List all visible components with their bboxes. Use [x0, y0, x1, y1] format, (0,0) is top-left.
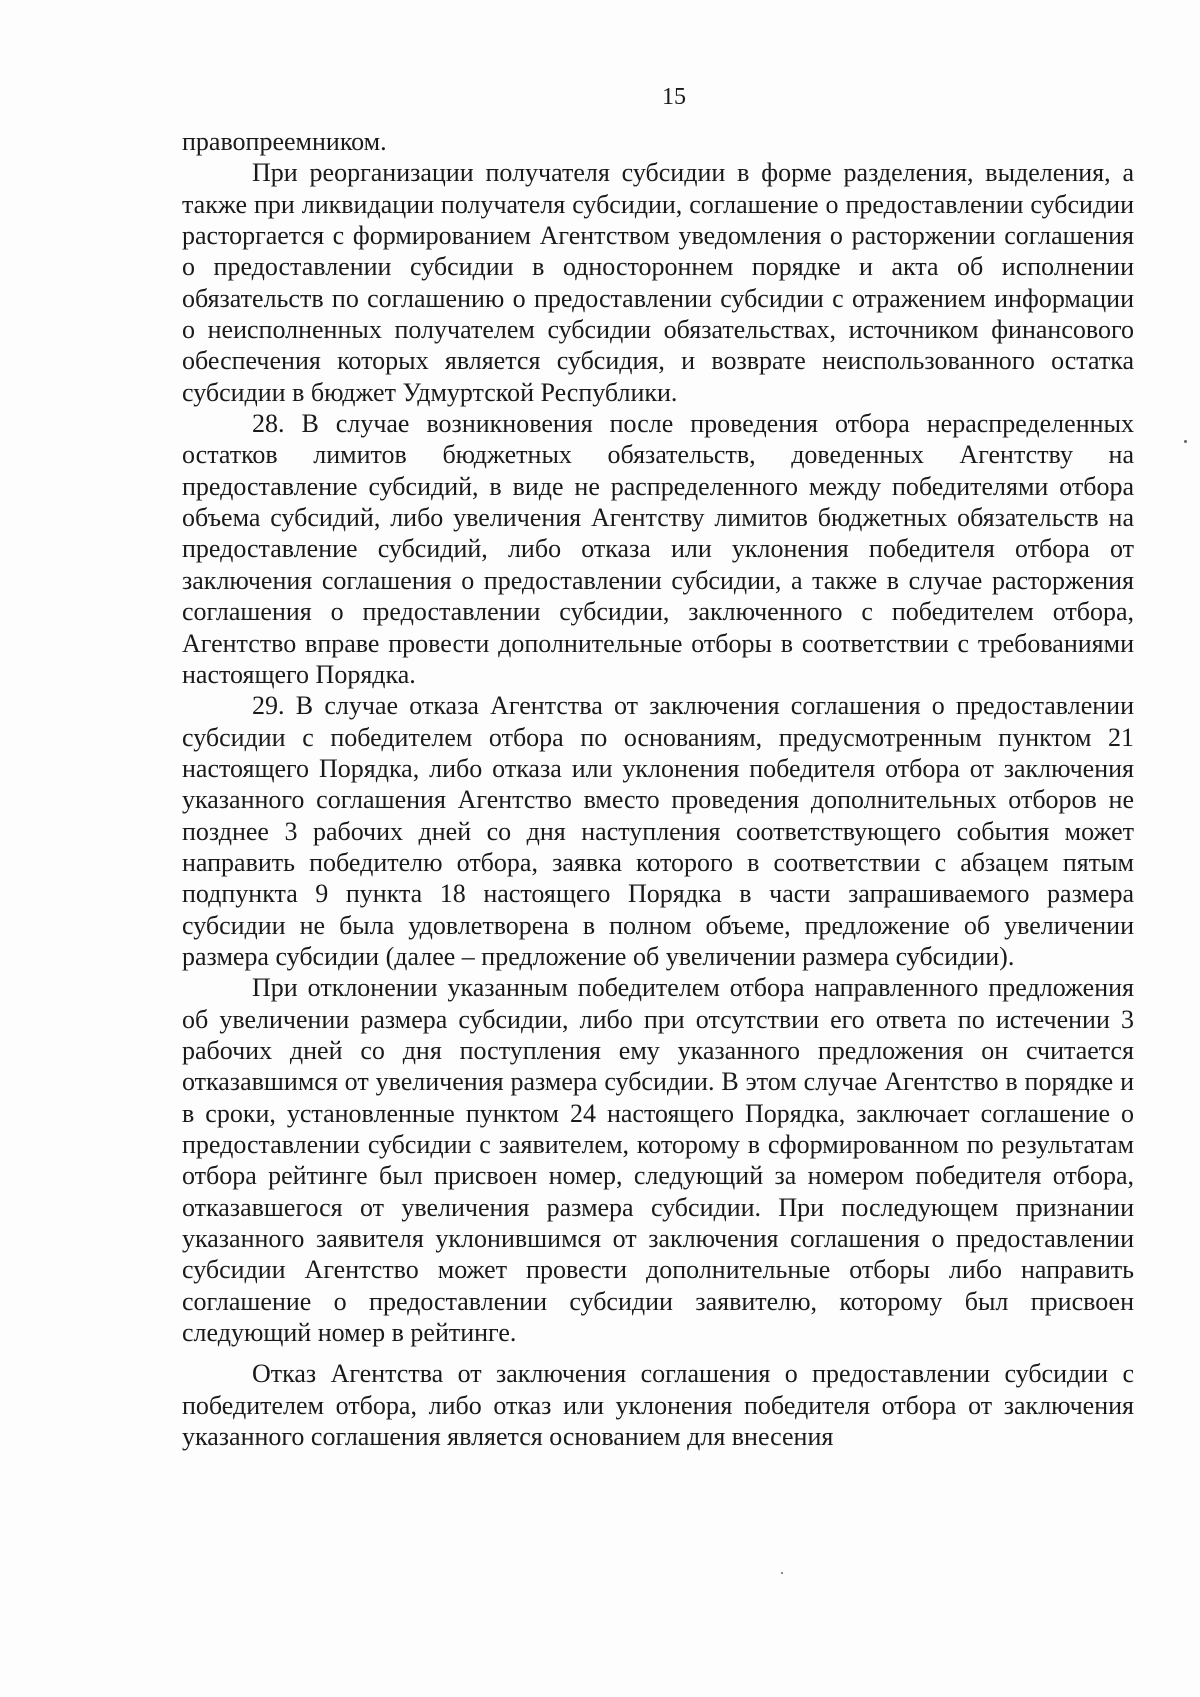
paragraph-reorganization: При реорганизации получателя субсидии в форме разделения, выделения, а также при ликвидации получателя субсидии, соглашение о предоставлении субсидии расторгается с формированием Агентством уведомления о расторжении соглашения о предоставлении субсидии в одностороннем порядке и акта об исполнении обязательств по соглашению о предоставлении субсидии с отражением информации о неисполненных получателем субсидии обязательствах, источником финансового обеспечения которых является субсидия, и возврате неиспользованного остатка субсидии в бюджет Удмуртской Республики. [182, 158, 1134, 407]
paragraph-item-28: 28. В случае возникновения после проведения отбора нераспределенных остатков лимитов бюджетных обязательств, доведенных Агентству на предоставление субсидий, в виде не распределенного между победителями отбора объема субсидий, либо увеличения Агентству лимитов бюджетных обязательств на предоставление субсидий, либо отказа или уклонения победителя отбора от заключения соглашения о предоставлении субсидии, а также в случае расторжения соглашения о предоставлении субсидии, заключенного с победителем отбора, Агентство вправе провести дополнительные отборы в соответствии с требованиями настоящего Порядка. [182, 409, 1134, 689]
paragraph-item-29: 29. В случае отказа Агентства от заключения соглашения о предоставлении субсидии с победителем отбора по основаниям, предусмотренным пунктом 21 настоящего Порядка, либо отказа или уклонения победителя отбора от заключения указанного соглашения Агентство вместо проведения дополнительных отборов не позднее 3 рабочих дней со дня наступления соответствующего события может направить победителю отбора, заявка которого в соответствии с абзацем пятым подпункта 9 пункта 18 настоящего Порядка в части запрашиваемого размера субсидии не была удовлетворена в полном объеме, предложение об увеличении размера субсидии (далее – предложение об увеличении размера субсидии). [182, 691, 1134, 971]
paragraph-rejection: При отклонении указанным победителем отбора направленного предложения об увеличении размера субсидии, либо при отсутствии его ответа по истечении 3 рабочих дней со дня поступления ему указанного предложения он считается отказавшимся от увеличения размера субсидии. В этом случае Агентство в порядке и в сроки, установленные пунктом 24 настоящего Порядка, заключает соглашение о предоставлении субсидии с заявителем, которому в сформированном по результатам отбора рейтинге был присвоен номер, следующий за номером победителя отбора, отказавшегося от увеличения размера субсидии. При последующем признании указанного заявителя уклонившимся от заключения соглашения о предоставлении субсидии Агентство может провести дополнительные отборы либо направить соглашение о предоставлении субсидии заявителю, которому был присвоен следующий номер в рейтинге. [182, 973, 1134, 1348]
scan-speck [1184, 440, 1187, 443]
document-body [182, 126, 1134, 1452]
page-number: 15 [662, 84, 686, 110]
paragraph-refusal: Отказ Агентства от заключения соглашения о предоставлении субсидии с победителем отбора, либо отказ или уклонения победителя отбора от заключения указанного соглашения является основанием для внесения [182, 1359, 1134, 1452]
paragraph-continuation: правопреемником. [182, 127, 387, 156]
scan-speck [781, 1572, 783, 1574]
